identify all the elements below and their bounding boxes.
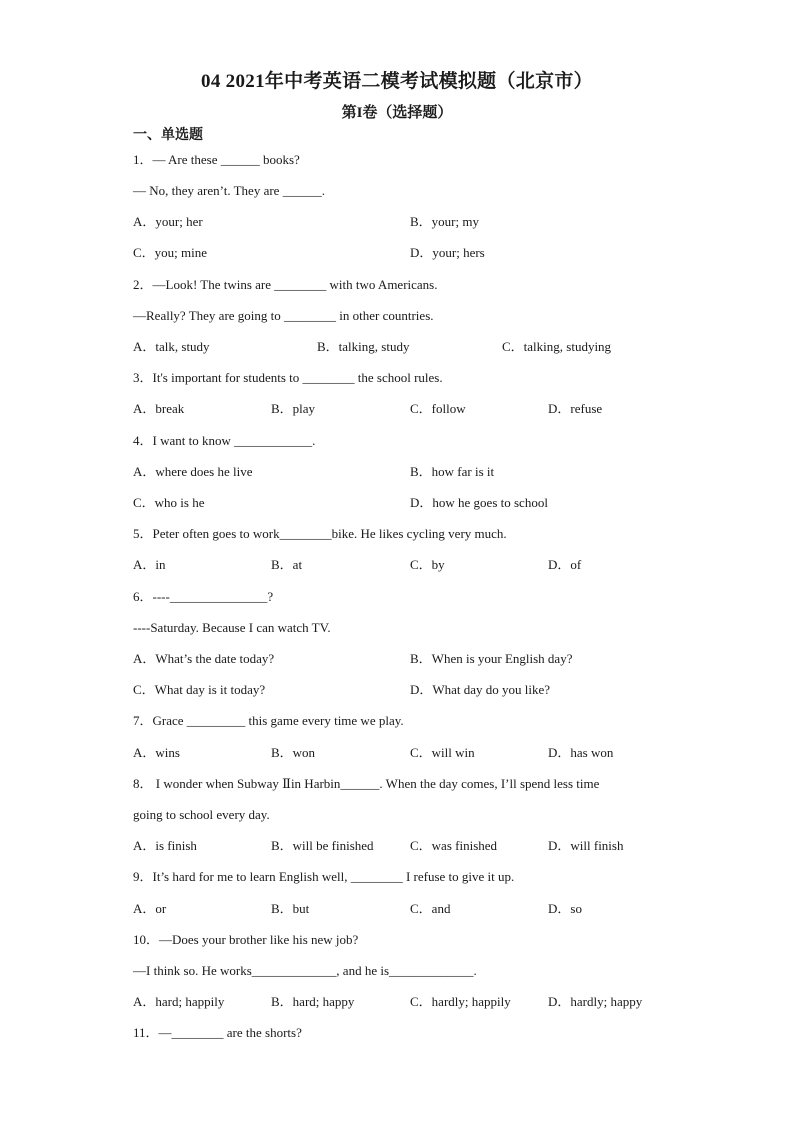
option-q10-b[interactable]: B．hard; happy [271, 994, 355, 1009]
option-q1-c[interactable]: C．you; mine [133, 245, 208, 260]
option-q10-a[interactable]: A．hard; happily [133, 994, 225, 1009]
option-q8-b[interactable]: B．will be finished [271, 838, 374, 853]
option-q7-c[interactable]: C．will win [410, 745, 475, 760]
option-q3-b[interactable]: B．play [271, 401, 316, 416]
option-q5-b[interactable]: B．at [271, 557, 303, 572]
option-q3-a[interactable]: A．break [133, 401, 185, 416]
question-2-reply: —Really? They are going to ________ in other countries. [133, 308, 434, 323]
option-q1-b[interactable]: B．your; my [410, 214, 479, 229]
question-1-stem: 1．— Are these ______ books? [133, 152, 300, 167]
option-q6-d[interactable]: D．What day do you like? [410, 682, 551, 697]
option-q2-b[interactable]: B．talking, study [317, 339, 410, 354]
option-q4-d[interactable]: D．how he goes to school [410, 495, 548, 510]
option-q10-c[interactable]: C．hardly; happily [410, 994, 511, 1009]
option-q5-a[interactable]: A．in [133, 557, 166, 572]
question-5-stem: 5．Peter often goes to work________bike. He likes cycling very much. [133, 526, 507, 541]
option-q8-a[interactable]: A．is finish [133, 838, 197, 853]
option-q8-d[interactable]: D．will finish [548, 838, 624, 853]
question-9-stem: 9．It’s hard for me to learn English well, ________ I refuse to give it up. [133, 869, 515, 884]
question-6-reply: ----Saturday. Because I can watch TV. [133, 620, 331, 635]
question-7-stem: 7．Grace _________ this game every time we play. [133, 713, 404, 728]
option-q5-c[interactable]: C．by [410, 557, 445, 572]
option-q2-a[interactable]: A．talk, study [133, 339, 210, 354]
option-q3-c[interactable]: C．follow [410, 401, 466, 416]
option-q9-b[interactable]: B．but [271, 901, 310, 916]
question-10-reply: —I think so. He works_____________, and he is_____________. [133, 963, 477, 978]
option-q9-a[interactable]: A．or [133, 901, 167, 916]
option-q1-d[interactable]: D．your; hers [410, 245, 485, 260]
option-q8-c[interactable]: C．was finished [410, 838, 498, 853]
option-q6-a[interactable]: A．What’s the date today? [133, 651, 275, 666]
option-q7-a[interactable]: A．wins [133, 745, 180, 760]
option-q4-a[interactable]: A．where does he live [133, 464, 253, 479]
document-title: 04 2021年中考英语二模考试模拟题（北京市） [201, 71, 593, 92]
question-3-stem: 3．It's important for students to ________ the school rules. [133, 370, 443, 385]
option-q6-c[interactable]: C．What day is it today? [133, 682, 266, 697]
question-4-stem: 4．I want to know ____________. [133, 433, 316, 448]
option-q9-c[interactable]: C．and [410, 901, 451, 916]
option-q7-d[interactable]: D．has won [548, 745, 614, 760]
option-q4-c[interactable]: C．who is he [133, 495, 205, 510]
question-1-reply: — No, they aren’t. They are ______. [133, 183, 325, 198]
question-11-stem: 11．—________ are the shorts? [133, 1025, 302, 1040]
option-q7-b[interactable]: B．won [271, 745, 316, 760]
option-q2-c[interactable]: C．talking, studying [502, 339, 612, 354]
option-q6-b[interactable]: B．When is your English day? [410, 651, 573, 666]
section-heading: 一、单选题 [133, 128, 203, 143]
option-q3-d[interactable]: D．refuse [548, 401, 603, 416]
option-q9-d[interactable]: D．so [548, 901, 582, 916]
option-q1-a[interactable]: A．your; her [133, 214, 203, 229]
question-8-stem-cont: going to school every day. [133, 807, 270, 822]
option-q4-b[interactable]: B．how far is it [410, 464, 495, 479]
question-6-stem: 6．----_______________? [133, 589, 274, 604]
question-10-stem: 10．—Does your brother like his new job? [133, 932, 359, 947]
option-q10-d[interactable]: D．hardly; happy [548, 994, 643, 1009]
document-subtitle: 第I卷（选择题） [341, 105, 453, 121]
question-2-stem: 2．—Look! The twins are ________ with two Americans. [133, 277, 438, 292]
option-q5-d[interactable]: D．of [548, 557, 582, 572]
question-8-stem: 8． I wonder when Subway Ⅱin Harbin______. When the day comes, I’ll spend less time [133, 776, 600, 791]
